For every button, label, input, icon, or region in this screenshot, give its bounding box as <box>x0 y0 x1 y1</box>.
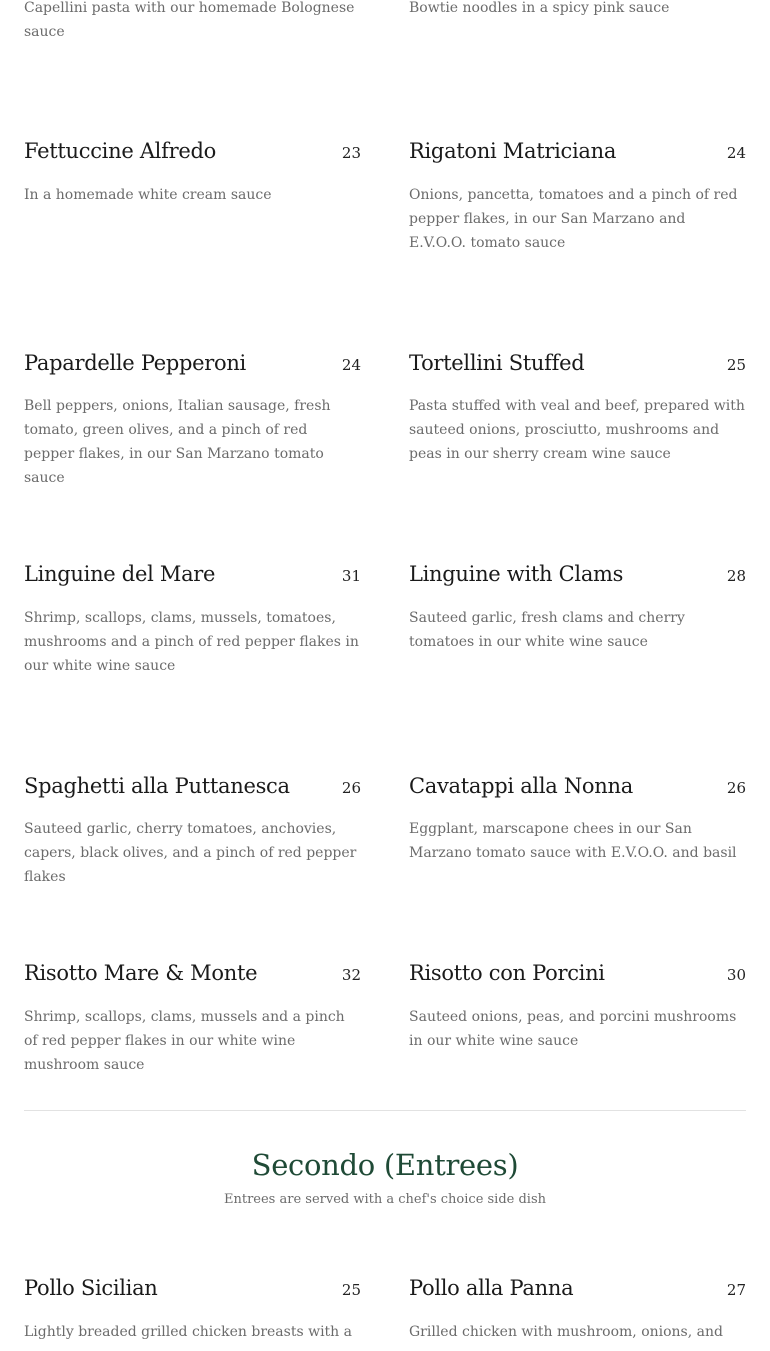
item-price: 25 <box>341 1281 361 1299</box>
item-price: 26 <box>726 779 746 797</box>
item-description: Capellini pasta with our homemade Bolognese sauce <box>24 0 355 40</box>
item-name: Pollo Sicilian <box>24 1276 158 1300</box>
item-name: Pollo alla Panna <box>409 1276 574 1300</box>
item-description: Sauteed garlic, fresh clams and cherry tomatoes in our white wine sauce <box>409 610 685 650</box>
item-description: Grilled chicken with mushroom, onions, and <box>409 1324 723 1340</box>
item-description: Shrimp, scallops, clams, mussels and a pinch of red pepper flakes in our white wine mushroom sauce <box>24 1009 345 1073</box>
section-divider <box>24 1110 746 1111</box>
item-name: Rigatoni Matriciana <box>409 139 617 163</box>
item-price: 25 <box>726 356 746 374</box>
item-name: Tortellini Stuffed <box>409 351 585 375</box>
item-description: Bell peppers, onions, Italian sausage, fresh tomato, green olives, and a pinch of red pepper flakes, in our San Marzano tomato sauce <box>24 398 331 486</box>
item-name: Linguine with Clams <box>409 562 624 586</box>
item-name: Linguine del Mare <box>24 562 216 586</box>
item-description: Sauteed onions, peas, and porcini mushrooms in our white wine sauce <box>409 1009 737 1049</box>
item-name: Spaghetti alla Puttanesca <box>24 774 290 798</box>
item-price: 26 <box>341 779 361 797</box>
item-price: 24 <box>341 356 361 374</box>
section-subtitle: Entrees are served with a chef's choice side dish <box>223 1192 547 1207</box>
item-price: 27 <box>726 1281 746 1299</box>
item-description: Bowtie noodles in a spicy pink sauce <box>409 0 670 16</box>
item-price: 30 <box>726 966 746 984</box>
item-description: Onions, pancetta, tomatoes and a pinch of red pepper flakes, in our San Marzano and E.V.O.O. tomato sauce <box>409 187 738 251</box>
item-description: Sauteed garlic, cherry tomatoes, anchovies, capers, black olives, and a pinch of red pepper flakes <box>24 821 357 885</box>
item-description: Pasta stuffed with veal and beef, prepared with sauteed onions, prosciutto, mushrooms and peas in our sherry cream wine sauce <box>409 398 745 462</box>
item-price: 24 <box>726 144 746 162</box>
item-price: 31 <box>341 567 361 585</box>
item-price: 28 <box>726 567 746 585</box>
item-name: Fettuccine Alfredo <box>24 139 216 163</box>
item-price: 23 <box>341 144 361 162</box>
item-description: In a homemade white cream sauce <box>24 187 272 203</box>
item-description: Lightly breaded grilled chicken breasts with a <box>24 1324 352 1340</box>
item-name: Cavatappi alla Nonna <box>409 774 633 798</box>
item-name: Risotto con Porcini <box>409 961 605 985</box>
item-name: Risotto Mare & Monte <box>24 961 258 985</box>
item-name: Papardelle Pepperoni <box>24 351 246 375</box>
section-title: Secondo (Entrees) <box>251 1148 519 1182</box>
item-price: 32 <box>341 966 361 984</box>
item-description: Eggplant, marscapone chees in our San Marzano tomato sauce with E.V.O.O. and basil <box>409 821 737 861</box>
item-description: Shrimp, scallops, clams, mussels, tomatoes, mushrooms and a pinch of red pepper flakes in our white wine sauce <box>24 610 359 674</box>
